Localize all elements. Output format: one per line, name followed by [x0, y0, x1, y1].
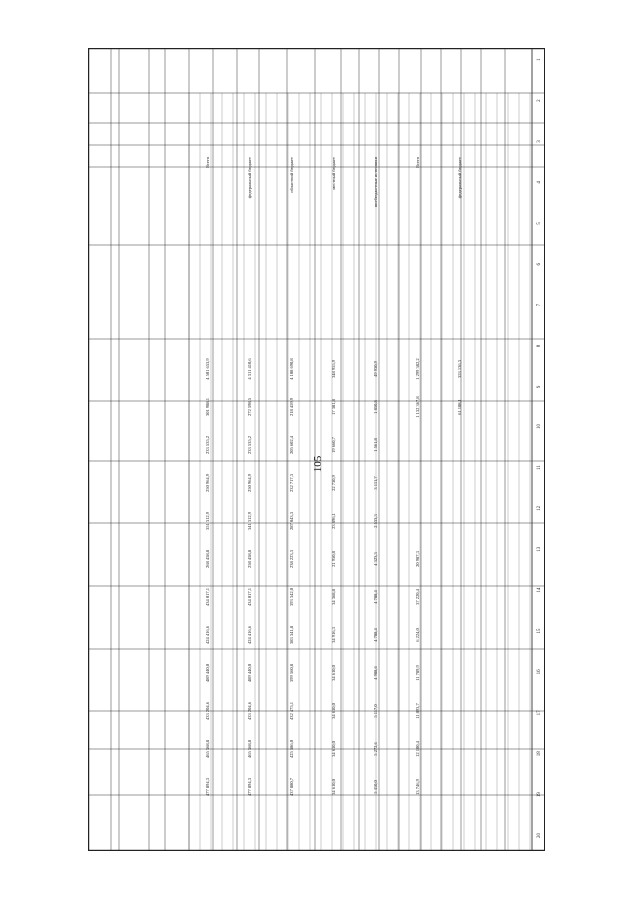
cell-value: 399 560,8 — [289, 664, 294, 682]
cell-value: 1 299 382,2 — [415, 358, 420, 380]
cell-value: 20 987,3 — [415, 551, 420, 567]
page-number: 105 — [312, 455, 324, 473]
cell-value: 424 416,6 — [205, 626, 210, 644]
cell-value: 5 272,6 — [373, 742, 378, 756]
column-number: 5 — [537, 222, 542, 225]
cell-value: 353 136,3 — [457, 360, 462, 378]
cell-value: 11 893,7 — [415, 703, 420, 719]
cell-value: 4 108 690,8 — [289, 358, 294, 380]
column-number: 8 — [537, 344, 542, 348]
cell-value: 341 312,9 — [247, 512, 252, 530]
column-number: 9 — [537, 385, 542, 389]
column-number: 13 — [537, 546, 542, 552]
cell-value: 434 017,1 — [205, 588, 210, 606]
cell-value: 393 342,0 — [289, 588, 294, 606]
cell-value: 34 610,0 — [331, 665, 336, 681]
cell-value: 22 730,9 — [331, 475, 336, 491]
cell-value: 233 535,2 — [205, 436, 210, 454]
cell-value: 489 440,0 — [247, 664, 252, 682]
column-number: 17 — [537, 710, 542, 716]
row-label: внебюджетные источники — [373, 157, 378, 207]
cell-value: 37 220,4 — [415, 589, 420, 605]
cell-value: 1 561,8 — [373, 438, 378, 452]
cell-value: 23 896,1 — [331, 513, 336, 529]
cell-value: 477 894,3 — [247, 778, 252, 796]
cell-value: 1 132 367,8 — [415, 396, 420, 418]
cell-value: 11 789,9 — [415, 665, 420, 681]
cell-value: 49 930,9 — [373, 361, 378, 377]
cell-value: 287 043,3 — [289, 512, 294, 530]
cell-value: 19 660,7 — [331, 437, 336, 453]
cell-value: 34 610,0 — [331, 779, 336, 795]
cell-value: 250 964,9 — [205, 474, 210, 492]
column-number: 7 — [537, 303, 542, 307]
column-number: 18 — [537, 751, 542, 757]
column-number: 2 — [537, 99, 542, 102]
cell-value: 233 535,2 — [247, 436, 252, 454]
row-label: Всего — [415, 157, 420, 169]
cell-value: 437 880,7 — [289, 778, 294, 796]
row-label: местный бюджет — [331, 157, 336, 190]
cell-value: 4 788,4 — [373, 590, 378, 604]
cell-value: 5 117,0 — [373, 704, 378, 718]
row-label: Всего — [205, 157, 210, 169]
cell-value: 434 017,1 — [247, 588, 252, 606]
cell-value: 433 204,6 — [247, 702, 252, 720]
cell-value: 4 788,4 — [373, 628, 378, 642]
column-number: 10 — [537, 424, 542, 430]
cell-value: 351 312,9 — [205, 512, 210, 530]
cell-value: 34 610,0 — [331, 703, 336, 719]
cell-value: 34 916,3 — [331, 627, 336, 643]
cell-value: 5 410,0 — [373, 780, 378, 794]
column-number: 12 — [537, 505, 542, 511]
rotated-budget-table — [88, 48, 545, 851]
cell-value: 465 368,8 — [205, 740, 210, 758]
cell-value: 4 311 410,6 — [247, 358, 252, 380]
cell-value: 268 458,8 — [205, 550, 210, 568]
cell-value: 2 533,3 — [373, 514, 378, 528]
cell-value: 383 341,8 — [289, 626, 294, 644]
cell-value: 465 368,8 — [247, 740, 252, 758]
cell-value: 489 440,0 — [205, 664, 210, 682]
cell-value: 477 894,3 — [205, 778, 210, 796]
cell-value: 1 850,8 — [373, 400, 378, 414]
cell-value: 301 988,1 — [205, 398, 210, 416]
cell-value: 34 610,0 — [331, 741, 336, 757]
table-grid — [89, 49, 544, 850]
cell-value: 433 204,6 — [205, 702, 210, 720]
cell-value: 4 323,3 — [373, 552, 378, 566]
cell-value: 238 223,3 — [289, 550, 294, 568]
cell-value: 12 100,4 — [415, 741, 420, 757]
cell-value: 17 381,8 — [331, 399, 336, 415]
column-number: 20 — [537, 833, 542, 838]
column-number: 4 — [537, 181, 542, 184]
column-number: 15 — [537, 628, 542, 634]
column-number: 14 — [537, 587, 542, 593]
column-number: 11 — [537, 465, 542, 470]
column-number: 19 — [537, 792, 542, 798]
row-label: областной бюджет — [289, 157, 294, 193]
cell-value: 205 602,4 — [289, 436, 294, 454]
cell-value: 258 458,8 — [247, 550, 252, 568]
cell-value: 61 108,1 — [457, 399, 462, 415]
cell-value: 348 955,9 — [331, 360, 336, 378]
row-label: федеральный бюджет — [247, 157, 252, 199]
cell-value: 272 598,5 — [247, 398, 252, 416]
cell-value: 218 459,9 — [289, 398, 294, 416]
cell-value: 250 964,9 — [247, 474, 252, 492]
cell-value: 3 111,7 — [373, 476, 378, 490]
cell-value: 232 717,3 — [289, 474, 294, 492]
column-number: 6 — [537, 262, 542, 266]
column-number: 3 — [537, 140, 542, 143]
cell-value: 34 368,8 — [331, 589, 336, 605]
cell-value: 6 224,0 — [415, 628, 420, 642]
column-number: 1 — [537, 58, 542, 61]
cell-value: 13 746,9 — [415, 779, 420, 795]
cell-value: 425 586,0 — [289, 740, 294, 758]
cell-value: 432 475,1 — [289, 702, 294, 720]
cell-value: 4 501 653,9 — [205, 358, 210, 380]
row-label: федеральный бюджет — [457, 157, 462, 199]
cell-value: 21 950,8 — [331, 551, 336, 567]
cell-value: 424 416,6 — [247, 626, 252, 644]
cell-value: 4 988,6 — [373, 666, 378, 680]
column-number: 16 — [537, 669, 542, 675]
